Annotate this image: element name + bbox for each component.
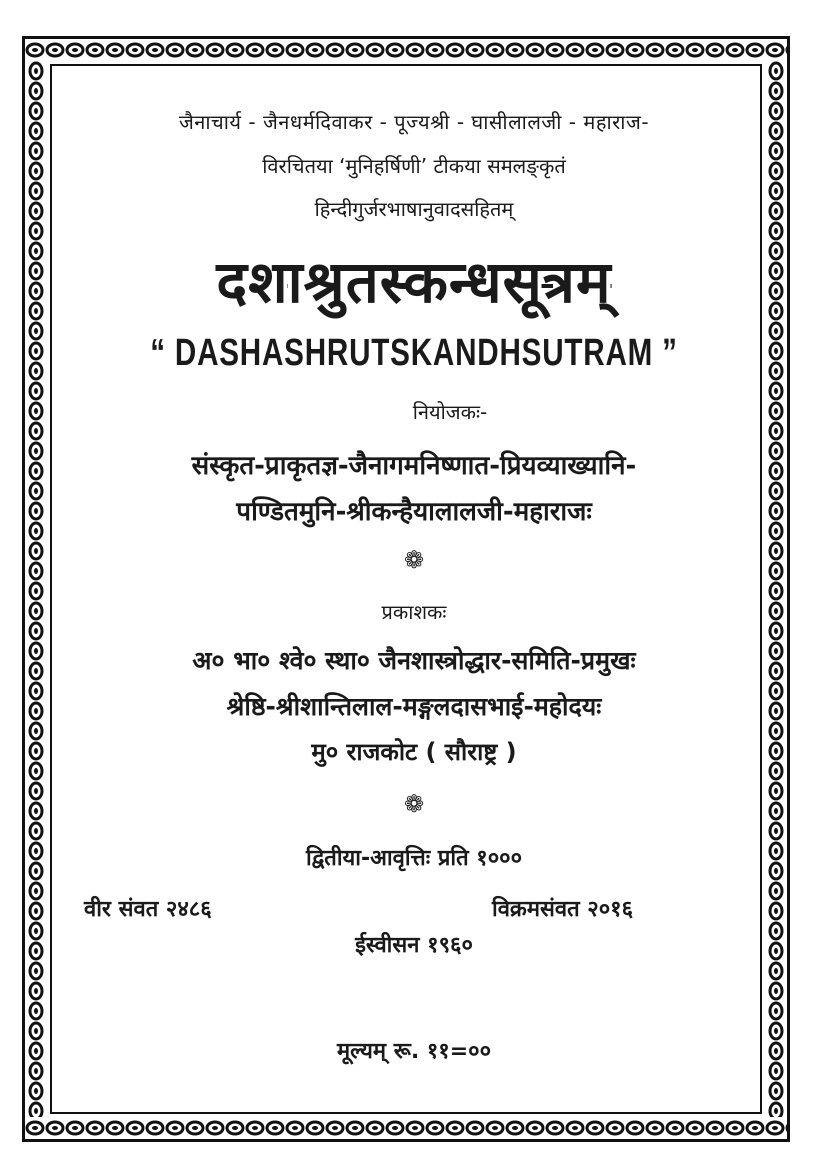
price: मूल्यम् रू. ११=०० xyxy=(336,1039,492,1064)
organizer-line-2: पण्डितमुनि-श्रीकन्हैयालालजी-महाराजः xyxy=(236,497,592,527)
vikram-samvat-date: विक्रमसंवत २०१६ xyxy=(492,897,634,922)
flower-ornament-icon: ❁ xyxy=(403,546,425,574)
flower-ornament-icon: ❁ xyxy=(403,790,425,818)
organizer-line-1: संस्कृत-प्राकृतज्ञ-जैनागमनिष्णात-प्रियव्याख्यानि- xyxy=(191,451,637,481)
vir-samvat-date: वीर संवत २४८६ xyxy=(84,897,212,922)
chain-border-bottom xyxy=(25,1117,787,1139)
publisher-line-2: श्रेष्ठि-श्रीशान्तिलाल-मङ्गलदासभाई-महोदयः xyxy=(226,692,602,721)
author-line: जैनाचार्य - जैनधर्मदिवाकर - पूज्यश्री - घासीलालजी - महाराज- xyxy=(178,110,650,134)
translation-line: हिन्दीगुर्जरभाषानुवादसहितम् xyxy=(314,197,514,221)
organizer-label: नियोजकः- xyxy=(412,400,488,424)
commentary-line: विरचितया ‘मुनिहर्षिणी’ टीकया समलङ्कृतं xyxy=(262,154,566,178)
book-title-roman: “ DASHASHRUTSKANDHSUTRAM ” xyxy=(150,332,678,374)
edition-info: द्वितीया-आवृत्तिः प्रति १००० xyxy=(305,846,523,871)
chain-border-top xyxy=(25,39,787,61)
publisher-label: प्रकाशकः xyxy=(381,600,447,624)
isvi-year: ईस्वीसन १९६० xyxy=(355,933,473,958)
publisher-line-1: अ० भा० श्वे० स्था० जैनशास्त्रोद्धार-समिति-प्रमुखः xyxy=(192,646,636,675)
publisher-place: मु० राजकोट ( सौराष्ट्र ) xyxy=(311,738,517,766)
book-title-devanagari: दशाश्रुतस्कन्धसूत्रम् xyxy=(216,248,612,316)
